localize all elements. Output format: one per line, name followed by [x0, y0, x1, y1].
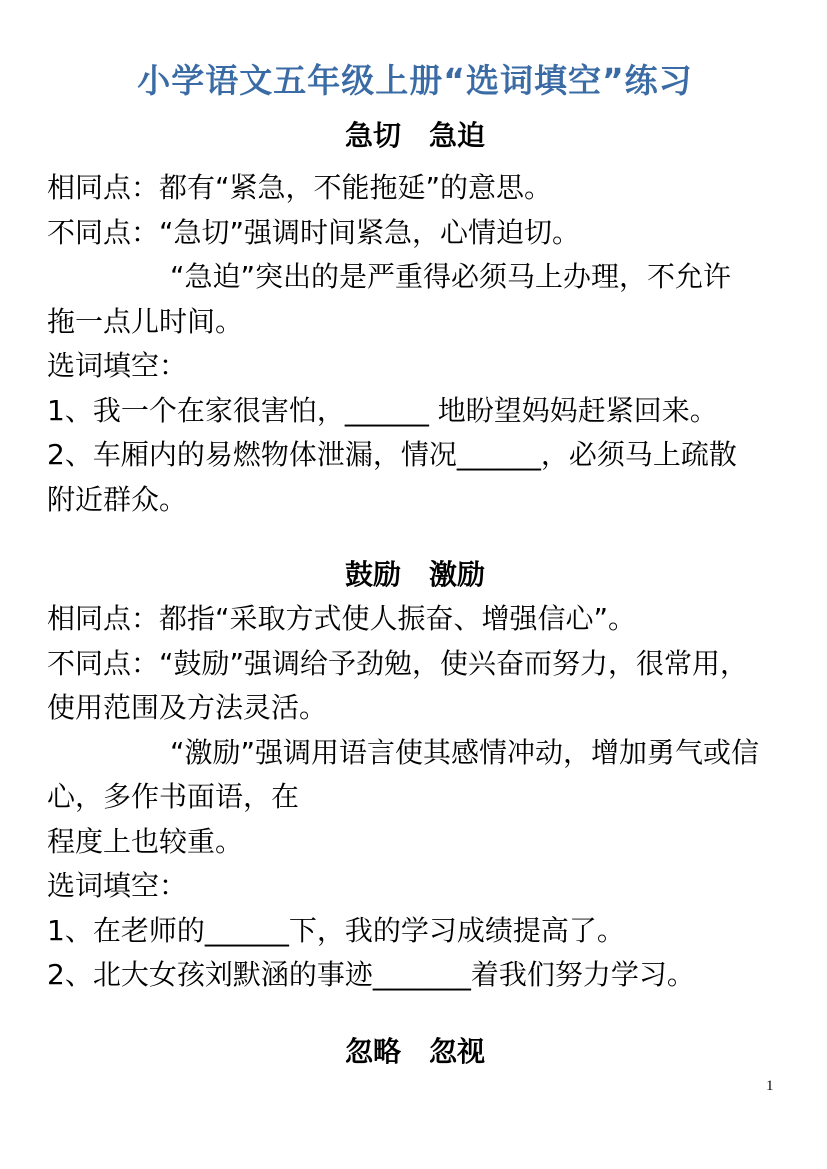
- text-line: 拖一点儿时间。: [47, 304, 244, 338]
- fill-blank-question: 1、在老师的______下，我的学习成绩提高了。: [47, 913, 625, 947]
- text-line: 选词填空：: [47, 869, 188, 902]
- fill-blank-question: 2、北大女孩刘默涵的事迹_______着我们努力学习。: [47, 958, 695, 991]
- fill-blank-question: 1、我一个在家很害怕，______ 地盼望妈妈赶紧回来。: [47, 393, 718, 427]
- document-title: 小学语文五年级上册“选词填空”练习: [137, 61, 693, 100]
- text-line: “激励”强调用语言使其感情冲动，增加勇气或信: [170, 735, 760, 769]
- text-line: 程度上也较重。: [47, 824, 244, 858]
- fill-blank-question: 2、车厢内的易燃物体泄漏，情况______，必须马上疏散: [47, 438, 737, 471]
- section-body: [47, 166, 783, 522]
- text-line: 不同点：“急切”强调时间紧急，心情迫切。: [47, 215, 581, 249]
- text-line: 选词填空：: [47, 349, 188, 382]
- section-heading-jiqie-jipo: 急切 急迫: [344, 119, 485, 152]
- text-line: 相同点：都指“采取方式使人振奋、增强信心”。: [47, 602, 637, 635]
- text-line: “急迫”突出的是严重得必须马上办理，不允许: [170, 260, 732, 293]
- section-heading-hulue-hushi: 忽略 忽视: [344, 1034, 485, 1068]
- text-line: 心，多作书面语，在: [47, 780, 300, 813]
- text-line: 附近群众。: [47, 482, 188, 516]
- page-number: 1: [766, 1078, 774, 1094]
- text-line: 相同点：都有“紧急，不能拖延”的意思。: [47, 171, 553, 204]
- section-heading-guli-jili: 鼓励 激励: [344, 558, 485, 591]
- text-line: 使用范围及方法灵活。: [47, 691, 328, 724]
- section-body: [47, 597, 783, 998]
- text-line: 不同点：“鼓励”强调给予劲勉，使兴奋而努力，很常用，: [47, 646, 749, 680]
